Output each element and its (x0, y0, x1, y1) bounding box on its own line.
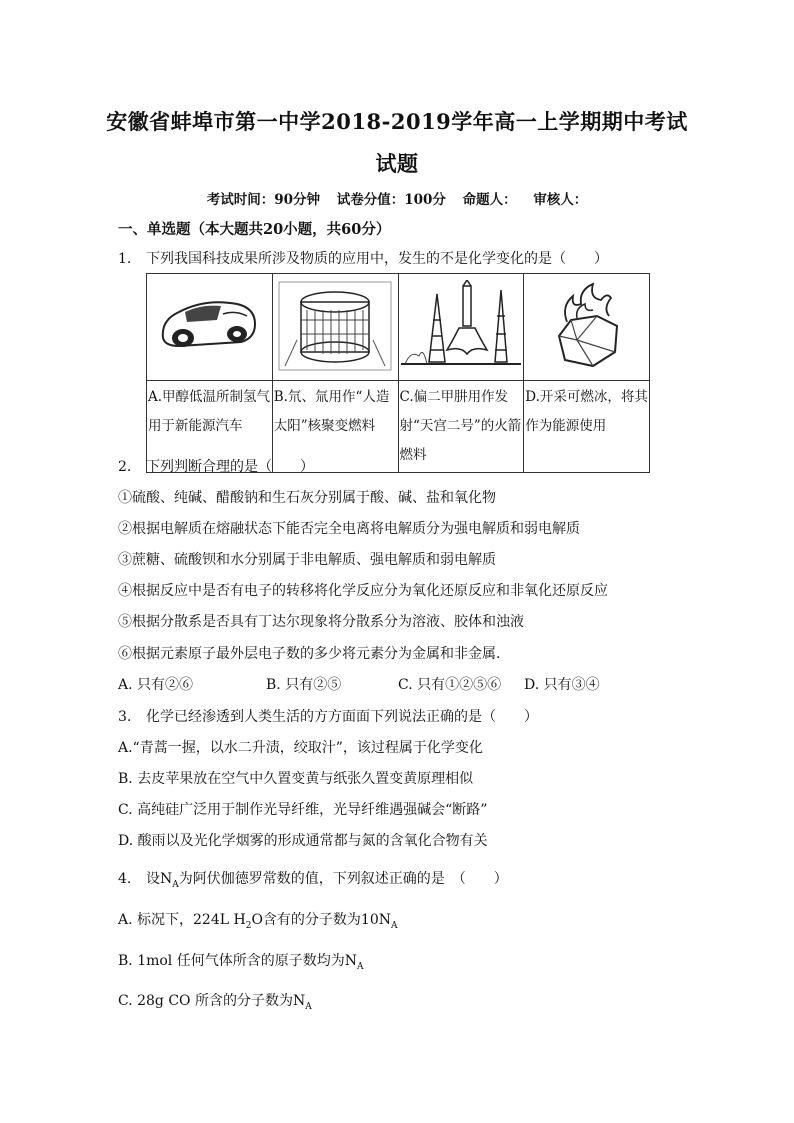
option-a[interactable]: A.“青蒿一握，以水二升渍，绞取汁”，该过程属于化学变化 (118, 740, 483, 756)
option-caption-d: D.开采可燃冰，将其作为能源使用 (524, 381, 650, 473)
question-stem: 化学已经渗透到人类生活的方方面面下列说法正确的是（ ） (146, 709, 538, 725)
question-stem: 下列我国科技成果所涉及物质的应用中，发生的不是化学变化的是（ ） (146, 251, 608, 267)
option-c[interactable]: C. 只有①②⑤⑥ (398, 677, 502, 693)
reactor-icon (277, 280, 393, 372)
option-c[interactable]: C. 28g CO 所含的分子数为$N_A$ (118, 993, 312, 1012)
water-formula: $H_2O$ (233, 912, 263, 931)
question-3 (118, 706, 538, 726)
option-a[interactable]: A. 标况下，224L $H_2O$含有的分子数为$10N_A$ (118, 912, 398, 931)
option-caption-c: C.偏二甲肼用作发射“天宫二号”的火箭燃料 (398, 381, 524, 473)
question-1 (118, 248, 608, 268)
statement-6: ⑥根据元素原子最外层电子数的多少将元素分为金属和非金属. (118, 646, 501, 662)
option-caption-b: B.氘、氚用作“人造太阳”核聚变燃料 (272, 381, 398, 473)
exam-score: 试卷分值：100分 (336, 192, 446, 208)
exam-author: 命题人： (462, 192, 517, 208)
exam-meta (0, 188, 794, 208)
exam-time: 考试时间：90分钟 (206, 192, 320, 208)
rocket-launch-icon (399, 280, 523, 370)
figure-cell-b (272, 274, 398, 381)
question-number: 4. (118, 871, 132, 887)
exam-reviewer: 审核人： (533, 192, 588, 208)
question-4 (118, 868, 508, 890)
combustible-ice-icon (537, 280, 637, 372)
exam-title: 安徽省蚌埠市第一中学2018-2019学年高一上学期期中考试 (106, 109, 688, 134)
question-number: 2. (118, 459, 132, 475)
statement-3: ③蔗糖、硫酸钡和水分别属于非电解质、强电解质和弱电解质 (118, 552, 496, 568)
option-b[interactable]: B. 只有②⑤ (266, 677, 342, 693)
question-2 (118, 456, 314, 476)
option-a[interactable]: A. 只有②⑥ (118, 677, 194, 693)
figure-cell-c (398, 274, 524, 381)
car-icon (157, 280, 261, 360)
avogadro-symbol: $N_A$ (160, 871, 179, 890)
figure-cell-a (147, 274, 273, 381)
question-stem-pre: 设 (146, 871, 160, 887)
statement-4: ④根据反应中是否有电子的转移将化学反应分为氧化还原反应和非氧化还原反应 (118, 583, 608, 599)
figure-cell-d (524, 274, 650, 381)
statement-2: ②根据电解质在熔融状态下能否完全电离将电解质分为强电解质和弱电解质 (118, 521, 580, 537)
exam-title-line2: 试题 (375, 151, 419, 176)
option-b[interactable]: B. 1mol 任何气体所含的原子数均为$N_A$ (118, 953, 364, 972)
section-heading: 一、单选题（本大题共20小题，共60分） (118, 221, 391, 238)
statement-1: ①硫酸、纯碱、醋酸钠和生石灰分别属于酸、碱、盐和氧化物 (118, 490, 496, 506)
option-caption-a: A.甲醇低温所制氢气用于新能源汽车 (147, 381, 273, 473)
question-stem-post: 为阿伏伽德罗常数的值，下列叙述正确的是 （ ） (178, 871, 508, 887)
question-number: 3. (118, 709, 132, 725)
option-d[interactable]: D. 酸雨以及光化学烟雾的形成通常都与氮的含氧化合物有关 (118, 833, 488, 849)
question-stem: 下列判断合理的是（ ） (146, 459, 314, 475)
option-b[interactable]: B. 去皮苹果放在空气中久置变黄与纸张久置变黄原理相似 (118, 771, 474, 787)
option-c[interactable]: C. 高纯硅广泛用于制作光导纤维，光导纤维遇强碱会“断路” (118, 802, 488, 818)
question-number: 1. (118, 251, 132, 267)
option-d[interactable]: D. 只有③④ (524, 677, 600, 693)
statement-5: ⑤根据分散系是否具有丁达尔现象将分散系分为溶液、胶体和浊液 (118, 614, 524, 630)
question-1-figure-table (146, 273, 650, 473)
question-2-options (118, 674, 600, 694)
